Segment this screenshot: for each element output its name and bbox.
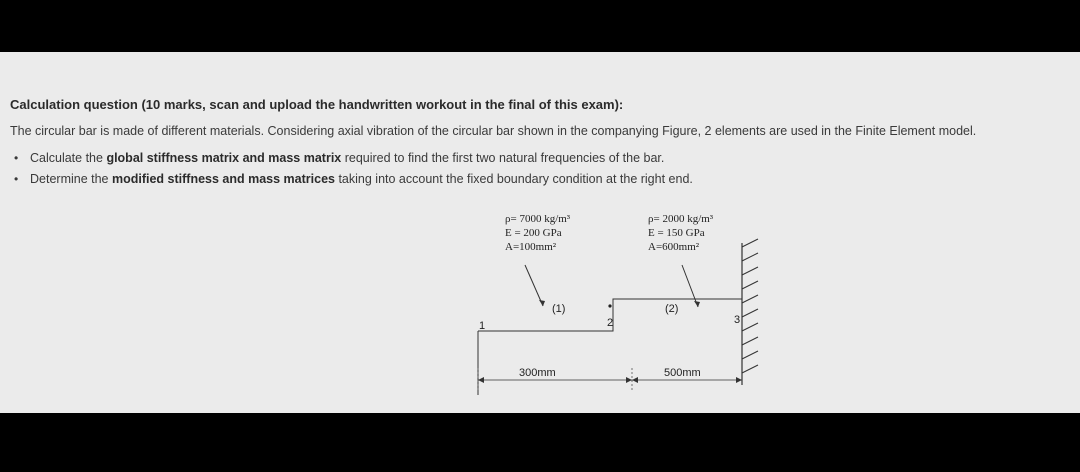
element2-label: (2): [665, 303, 679, 315]
node-1-label: 1: [479, 320, 486, 332]
element2-density: ρ= 2000 kg/m³: [648, 213, 714, 225]
element2-leader: [682, 265, 698, 307]
element1-modulus: E = 200 GPa: [505, 227, 562, 239]
element1-arrow-icon: [539, 300, 545, 306]
dim-arrow-icon: [736, 377, 742, 383]
bullet-text-pre: Determine the: [30, 172, 112, 186]
wall-hatching: [742, 239, 758, 373]
bar-diagram: [470, 205, 760, 395]
node-3-label: 3: [734, 314, 741, 326]
dim-arrow-icon: [478, 377, 484, 383]
list-item: [14, 172, 693, 193]
exam-question-panel: [0, 52, 1080, 413]
bar-figure: [470, 205, 760, 395]
element2-length: 500mm: [664, 367, 701, 379]
dim-arrow-icon: [626, 377, 632, 383]
bullet-text-post: taking into account the fixed boundary condition at the right end.: [334, 172, 693, 186]
bullet-text-bold: modified stiffness and mass matrices: [111, 172, 335, 186]
bar-outline: [478, 299, 742, 395]
element2-modulus: E = 150 GPa: [648, 227, 705, 239]
bullet-icon: •: [14, 151, 19, 165]
bullet-icon: •: [14, 172, 19, 186]
element1-leader: [525, 265, 543, 306]
question-bullet-list: [14, 151, 693, 193]
bullet-text-post: required to find the first two natural frequencies of the bar.: [341, 151, 665, 165]
bullet-text-pre: Calculate the: [30, 151, 107, 165]
element1-area: A=100mm²: [505, 241, 557, 253]
element2-area: A=600mm²: [648, 241, 700, 253]
node-2-label: 2: [607, 317, 614, 329]
list-item: [14, 151, 693, 172]
question-title: Calculation question (10 marks, scan and upload the handwritten workout in the final of this exam):: [10, 97, 624, 112]
dim-arrow-icon: [632, 377, 638, 383]
element2-arrow-icon: [694, 301, 700, 307]
node-2-dot: [608, 304, 611, 307]
question-intro: The circular bar is made of different materials. Considering axial vibration of the circular bar shown in the companying Figure, 2 elements are used in the Finite Element model.: [10, 124, 977, 138]
bar-bottom-edge: [478, 331, 742, 395]
element1-density: ρ= 7000 kg/m³: [505, 213, 571, 225]
element1-length: 300mm: [519, 367, 556, 379]
bullet-text-bold: global stiffness matrix and mass matrix: [106, 151, 342, 165]
element1-label: (1): [552, 303, 566, 315]
